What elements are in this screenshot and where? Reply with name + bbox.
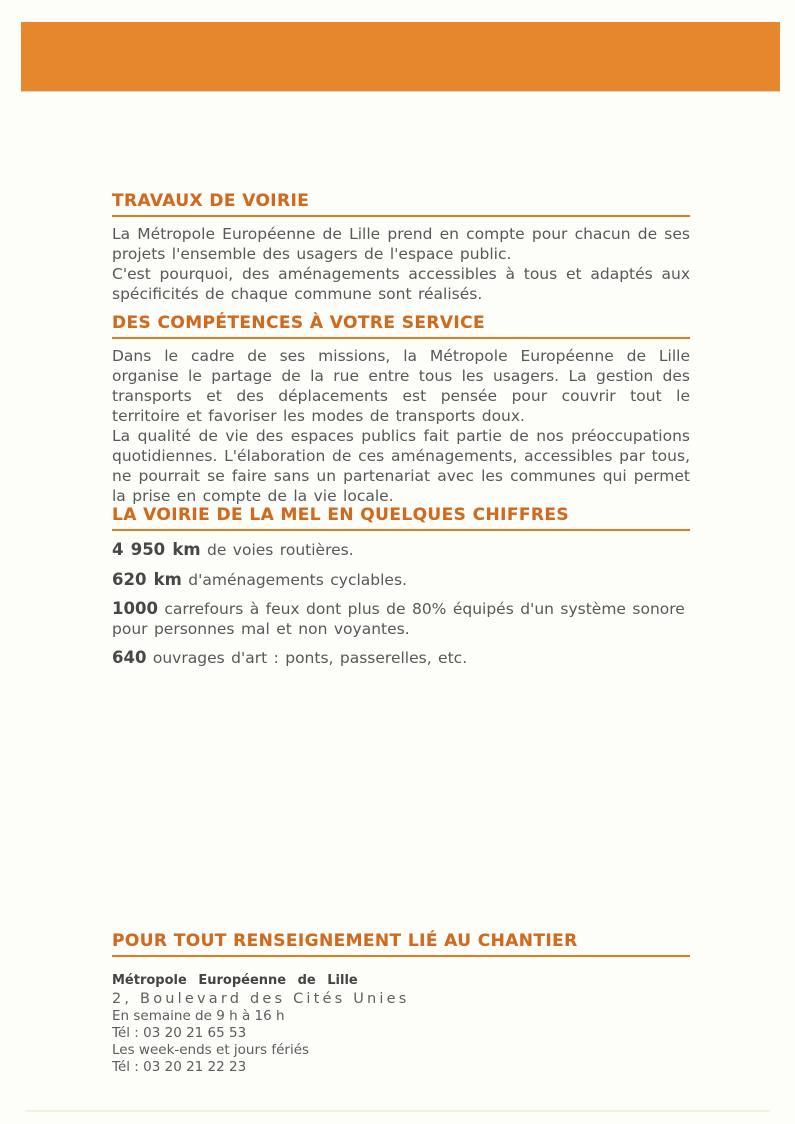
contact-weekend-label: Les week-ends et jours fériés bbox=[112, 1042, 310, 1058]
stat-value: 640 bbox=[112, 648, 147, 667]
contact-weekday-phone: Tél : 03 20 21 65 53 bbox=[112, 1025, 247, 1041]
top-orange-banner bbox=[21, 22, 780, 91]
paragraph: La qualité de vie des espaces publics fait partie de nos préoccupations quotidiennes. L'élaboration de ces aménagements, accessibles par tous, ne pourrait se faire sans un partenariat avec les communes qui permet la prise en compte de la vie locale. bbox=[112, 427, 690, 505]
paragraph: La Métropole Européenne de Lille prend en compte pour chacun de ses projets l'ensemble des usagers de l'espace public. bbox=[112, 225, 690, 263]
contact-organization: Métropole Européenne de Lille bbox=[112, 973, 358, 988]
stat-value: 1000 bbox=[112, 599, 158, 618]
stats-list bbox=[112, 540, 690, 669]
contact-address: 2, Boulevard des Cités Unies bbox=[112, 991, 410, 1007]
section-heading-travaux: TRAVAUX DE VOIRIE bbox=[112, 192, 690, 217]
paragraph: Dans le cadre de ses missions, la Métropole Européenne de Lille organise le partage de la rue entre tous les usagers. La gestion des transports et des déplacements est pensée pour couvrir tout le territoire et favoriser les modes de transports doux. bbox=[112, 347, 690, 425]
stat-text: carrefours à feux dont plus de 80% équipés d'un système sonore pour personnes mal et non voyantes. bbox=[112, 600, 685, 638]
paragraph: C'est pourquoi, des aménagements accessibles à tous et adaptés aux spécificités de chaque commune sont réalisés. bbox=[112, 265, 690, 303]
section-heading-chiffres: LA VOIRIE DE LA MEL EN QUELQUES CHIFFRES bbox=[112, 506, 690, 531]
section-heading-competences: DES COMPÉTENCES À VOTRE SERVICE bbox=[112, 314, 690, 339]
scan-artifact-line bbox=[25, 1110, 770, 1112]
section-competences bbox=[112, 314, 690, 506]
stat-value: 620 km bbox=[112, 569, 182, 589]
stat-item bbox=[112, 599, 690, 639]
section-travaux-de-voirie bbox=[112, 192, 690, 304]
contact-block bbox=[112, 972, 690, 1076]
stat-item bbox=[112, 648, 690, 669]
section-heading-contact: POUR TOUT RENSEIGNEMENT LIÉ AU CHANTIER bbox=[112, 932, 690, 957]
contact-weekend-phone: Tél : 03 20 21 22 23 bbox=[112, 1059, 247, 1075]
stat-text: d'aménagements cyclables. bbox=[181, 570, 407, 589]
contact-weekday-hours: En semaine de 9 h à 16 h bbox=[112, 1008, 285, 1024]
section-contact bbox=[112, 932, 690, 1076]
section-chiffres bbox=[112, 506, 690, 669]
stat-text: de voies routières. bbox=[200, 541, 354, 559]
stat-item bbox=[112, 570, 690, 591]
stat-value: 4 950 km bbox=[112, 540, 201, 559]
stat-text: ouvrages d'art : ponts, passerelles, etc. bbox=[146, 649, 468, 667]
stat-item bbox=[112, 540, 690, 561]
